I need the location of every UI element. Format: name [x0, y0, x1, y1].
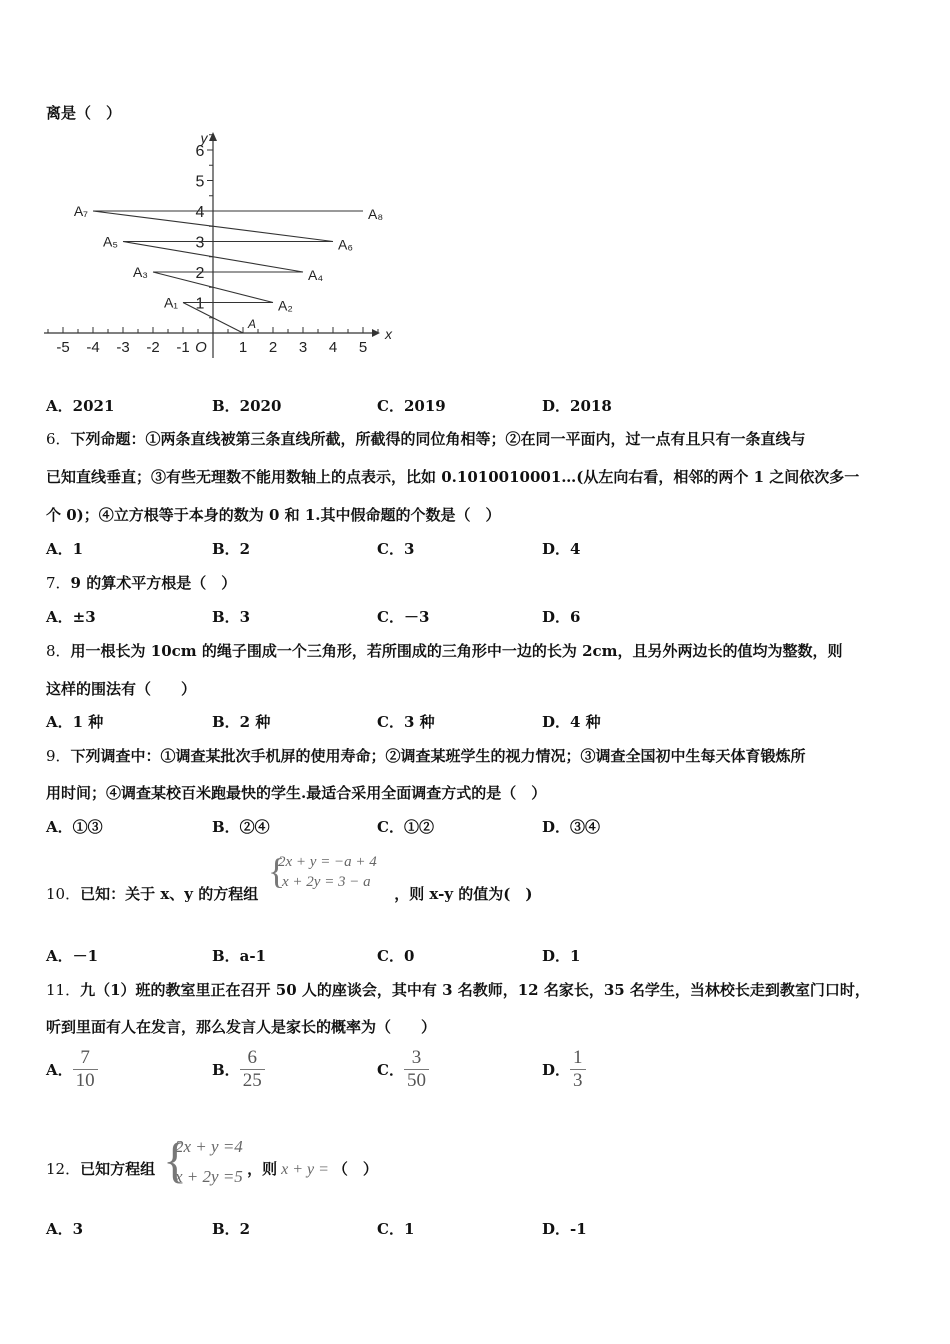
origin-label: O [195, 339, 207, 356]
point-label-3: A₃ [132, 264, 148, 280]
question-intro: 离是（ ） [46, 104, 122, 122]
q12-eq-2: x + 2y =5 [175, 1167, 243, 1186]
q11-option-a-fraction [73, 1047, 98, 1092]
q12-eq-1: 2x + y =4 [175, 1137, 243, 1156]
q9-option-b[interactable]: B．②④ [212, 818, 270, 836]
q10-option-d[interactable]: D．1 [542, 947, 581, 965]
q6-line-1 [46, 428, 806, 449]
x-tick-label--2: -2 [146, 339, 160, 356]
q8-option-d[interactable]: D．4 种 [542, 713, 601, 731]
q12-text-after: （ ） [332, 1160, 378, 1178]
q7-line [46, 572, 236, 593]
q11-option-c-label: C． [377, 1061, 404, 1079]
q5-option-a[interactable]: A．2021 [46, 397, 115, 415]
q8-option-c[interactable]: C．3 种 [377, 713, 435, 731]
q12-text-mid: ，则 [247, 1160, 278, 1178]
q5-option-d[interactable]: D．2018 [542, 397, 612, 415]
y-tick-label-1: 1 [195, 295, 205, 313]
q11-option-a-label: A． [46, 1061, 73, 1079]
x-axis-label: x [385, 326, 392, 342]
point-label-4: A₄ [308, 267, 324, 283]
q10-equation-system [268, 852, 377, 892]
y-tick-label-2: 2 [195, 265, 205, 282]
q11-option-d-fraction [570, 1047, 586, 1092]
q12-expression: x + y = [281, 1161, 329, 1178]
q10-eq-1: 2x + y = −a + 4 [278, 854, 377, 870]
fraction-numerator: 6 [247, 1047, 257, 1068]
q10-option-a[interactable]: A．－1 [46, 947, 99, 965]
q12-option-d[interactable]: D．-1 [542, 1220, 587, 1238]
q8-text-2: 这样的围法有（ ） [46, 680, 197, 698]
y-tick-label-3: 3 [195, 234, 205, 252]
x-tick-label-1: 1 [238, 339, 248, 356]
q9-text-1: 下列调查中：①调查某批次手机屏的使用寿命；②调查某班学生的视力情况；③调查全国初中生每天体育锻炼所 [70, 747, 806, 765]
x-tick-label--4: -4 [86, 339, 100, 356]
q8-text-1: 用一根长为 10cm 的绳子围成一个三角形，若所围成的三角形中一边的长为 2cm，且另外两边长的值均为整数，则 [70, 642, 843, 660]
coordinate-graph [40, 126, 400, 366]
q9-text-2: 用时间；④调查某校百米跑最快的学生.最适合采用全面调查方式的是（ ） [46, 784, 547, 802]
point-label-1: A₁ [163, 294, 178, 311]
point-label-7: A₇ [73, 203, 88, 219]
x-tick-label-5: 5 [358, 339, 368, 356]
q12-option-b[interactable]: B．2 [212, 1220, 251, 1238]
point-label-2: A₂ [278, 297, 293, 314]
q12-equation-system [163, 1132, 243, 1192]
q9-line-1 [46, 745, 806, 766]
y-tick-label-6: 6 [195, 143, 205, 160]
fraction-numerator: 7 [80, 1047, 90, 1068]
q8-option-a[interactable]: A．1 种 [46, 713, 104, 731]
q9-option-a[interactable]: A．①③ [46, 818, 103, 836]
q5-option-c[interactable]: C．2019 [377, 397, 446, 415]
q8-option-b[interactable]: B．2 种 [212, 713, 271, 731]
q10-brace: { [268, 851, 286, 891]
q9-option-d[interactable]: D．③④ [542, 818, 601, 836]
point-label-5: A₅ [103, 233, 118, 250]
q11-option-a[interactable] [46, 1047, 98, 1092]
q11-option-b-label: B． [212, 1061, 240, 1079]
q7-number: 7． [46, 574, 71, 592]
q11-text-1: 九（1）班的教室里正在召开 50 人的座谈会，其中有 3 名教师，12 名家长，35 名学生，当林校长走到教室门口时， [80, 981, 870, 999]
q9-number: 9． [46, 747, 71, 765]
q12-option-a[interactable]: A．3 [46, 1220, 84, 1238]
q12-number: 12． [46, 1160, 81, 1178]
x-tick-label--5: -5 [56, 339, 70, 356]
y-axis-label: y [200, 130, 208, 146]
q11-option-d[interactable] [542, 1047, 586, 1092]
q6-option-d[interactable]: D．4 [542, 540, 581, 558]
q11-line-1 [46, 979, 870, 1000]
q10-text-before: 已知：关于 x、y 的方程组 [80, 885, 259, 903]
fraction-denominator: 25 [240, 1069, 265, 1092]
q6-text-3: 个 0)；④立方根等于本身的数为 0 和 1.其中假命题的个数是（ ） [46, 506, 501, 524]
fraction-numerator: 3 [411, 1047, 422, 1068]
fraction-denominator: 3 [570, 1069, 586, 1092]
x-tick-label--1: -1 [176, 339, 190, 356]
x-tick-label--3: -3 [116, 339, 130, 356]
q12-brace: { [163, 1132, 187, 1188]
q7-option-c[interactable]: C．－3 [377, 608, 430, 626]
q6-option-b[interactable]: B．2 [212, 540, 251, 558]
q10-number: 10． [46, 885, 81, 903]
q6-text-2: 已知直线垂直；③有些无理数不能用数轴上的点表示，比如 0.1010010001…(从左向右看，相邻的两个 1 之间依次多一 [46, 468, 860, 486]
q6-number: 6． [46, 430, 71, 448]
q10-text-after: ，则 x-y 的值为( ) [394, 885, 533, 903]
q6-text-1: 下列命题：①两条直线被第三条直线所截，所截得的同位角相等；②在同一平面内，过一点有且只有一条直线与 [70, 430, 806, 448]
point-label-0: A [248, 317, 257, 331]
q11-text-2: 听到里面有人在发言，那么发言人是家长的概率为（ ） [46, 1018, 437, 1036]
x-tick-label-4: 4 [328, 339, 338, 356]
point-label-6: A₆ [338, 236, 353, 253]
q5-option-b[interactable]: B．2020 [212, 397, 282, 415]
q12-text-before: 已知方程组 [80, 1160, 156, 1178]
q6-option-c[interactable]: C．3 [377, 540, 415, 558]
y-tick-label-5: 5 [195, 173, 205, 191]
x-tick-label-2: 2 [268, 339, 278, 356]
x-tick-label-3: 3 [298, 339, 308, 356]
q11-option-c[interactable] [377, 1047, 429, 1092]
q11-option-b-fraction [240, 1047, 265, 1092]
x-axis-arrow [372, 329, 380, 337]
q12-option-c[interactable]: C．1 [377, 1220, 415, 1238]
q8-number: 8． [46, 642, 71, 660]
fraction-denominator: 10 [73, 1069, 98, 1092]
q10-option-c[interactable]: C．0 [377, 947, 415, 965]
y-axis-arrow [209, 132, 217, 141]
q10-option-b[interactable]: B．a-1 [212, 947, 267, 965]
q11-number: 11． [46, 981, 81, 999]
q7-text: 9 的算术平方根是（ ） [70, 574, 237, 592]
fraction-denominator: 50 [404, 1069, 429, 1092]
q7-option-b[interactable]: B．3 [212, 608, 251, 626]
q11-option-d-label: D． [542, 1061, 571, 1079]
q6-option-a[interactable]: A．1 [46, 540, 84, 558]
q7-option-a[interactable]: A．±3 [46, 608, 96, 626]
q10-eq-2: x + 2y = 3 − a [282, 874, 371, 890]
fraction-numerator: 1 [573, 1047, 583, 1068]
point-label-8: A₈ [368, 206, 384, 222]
y-tick-label-4: 4 [195, 204, 205, 221]
q9-option-c[interactable]: C．①② [377, 818, 434, 836]
q11-option-c-fraction [404, 1047, 429, 1092]
q7-option-d[interactable]: D．6 [542, 608, 581, 626]
q11-option-b[interactable] [212, 1047, 265, 1092]
q8-line-1 [46, 640, 843, 661]
